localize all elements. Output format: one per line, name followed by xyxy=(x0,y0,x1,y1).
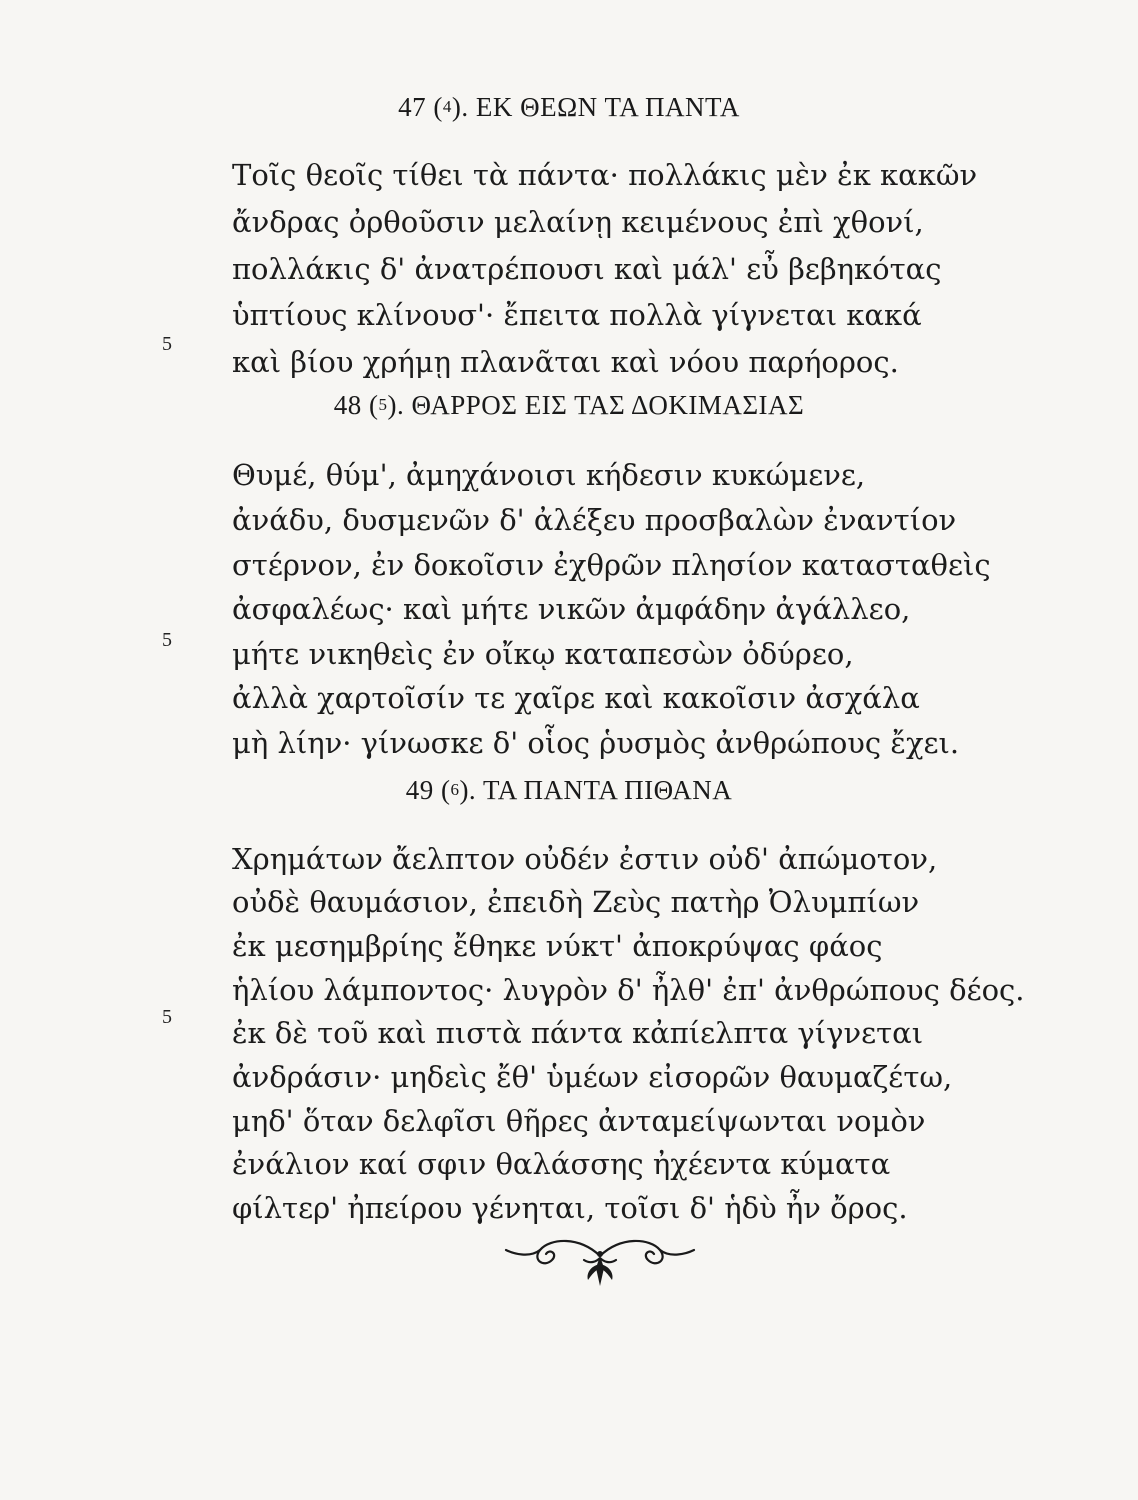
line-number: 5 xyxy=(162,629,172,651)
verse-line: Θυμέ, θύμ', ἀμηχάνοισι κήδεσιν κυκώμενε, xyxy=(232,458,866,492)
verse-line: ἐνάλιον καί σφιν θαλάσσης ἠχέεντα κύματα xyxy=(232,1147,891,1181)
ornament-icon xyxy=(500,1234,700,1290)
verse-line: οὐδὲ θαυμάσιον, ἐπειδὴ Ζεὺς πατὴρ Ὀλυμπίων xyxy=(232,885,920,919)
verse-line: ἀνάδυ, δυσμενῶν δ' ἀλέξευ προσβαλὼν ἐναντίον xyxy=(232,503,957,537)
verse-line: Τοῖς θεοῖς τίθει τὰ πάντα· πολλάκις μὲν ἐκ κακῶν xyxy=(232,158,978,192)
verse-line: ἐκ μεσημβρίης ἔθηκε νύκτ' ἀποκρύψας φάος xyxy=(232,929,883,963)
verse-line: μήτε νικηθεὶς ἐν οἴκῳ καταπεσὼν ὀδύρεο, xyxy=(232,637,854,671)
verse-line: ἀσφαλέως· καὶ μήτε νικῶν ἀμφάδην ἀγάλλεο, xyxy=(232,592,911,626)
line-number: 5 xyxy=(162,1006,172,1028)
verse-line: ἀνδράσιν· μηδεὶς ἔθ' ὑμέων εἰσορῶν θαυμαζέτω, xyxy=(232,1060,953,1094)
verse-line: στέρνον, ἐν δοκοῖσιν ἐχθρῶν πλησίον κατασταθεὶς xyxy=(232,548,991,582)
verse-line: ἡλίου λάμποντος· λυγρὸν δ' ἦλθ' ἐπ' ἀνθρώπους δέος. xyxy=(232,973,1025,1007)
verse-line: μηδ' ὅταν δελφῖσι θῆρες ἀνταμείψωνται νομὸν xyxy=(232,1104,926,1138)
verse-line: μὴ λίην· γίνωσκε δ' οἷος ῥυσμὸς ἀνθρώπους ἔχει. xyxy=(232,726,960,760)
verse-line: Χρημάτων ἄελπτον οὐδέν ἐστιν οὐδ' ἀπώμοτον, xyxy=(232,842,938,876)
section-title: 49 ($^6$). ΤΑ ΠΑΝΤΑ ΠΙΘΑΝΑ xyxy=(405,775,733,805)
verse-line: ἐκ δὲ τοῦ καὶ πιστὰ πάντα κἀπίελπτα γίγνεται xyxy=(232,1016,924,1050)
verse-line: ὑπτίους κλίνουσ'· ἔπειτα πολλὰ γίγνεται κακά xyxy=(232,298,922,332)
section-title: 47 ($^4$). ΕΚ ΘΕΩΝ ΤΑ ΠΑΝΤΑ xyxy=(398,92,740,122)
section-title: 48 ($^5$). ΘΑΡΡΟΣ ΕΙΣ ΤΑΣ ΔΟΚΙΜΑΣΙΑΣ xyxy=(333,390,805,420)
verse-line: ἀλλὰ χαρτοῖσίν τε χαῖρε καὶ κακοῖσιν ἀσχάλα xyxy=(232,681,920,715)
verse-line: φίλτερ' ἠπείρου γένηται, τοῖσι δ' ἡδὺ ἦν ὄρος. xyxy=(232,1191,908,1225)
verse-line: ἄνδρας ὀρθοῦσιν μελαίνῃ κειμένους ἐπὶ χθονί, xyxy=(232,205,924,239)
verse-line: καὶ βίου χρήμῃ πλανᾶται καὶ νόου παρήορος. xyxy=(232,345,899,379)
verse-line: πολλάκις δ' ἀνατρέπουσι καὶ μάλ' εὖ βεβηκότας xyxy=(232,252,942,286)
line-number: 5 xyxy=(162,333,172,355)
